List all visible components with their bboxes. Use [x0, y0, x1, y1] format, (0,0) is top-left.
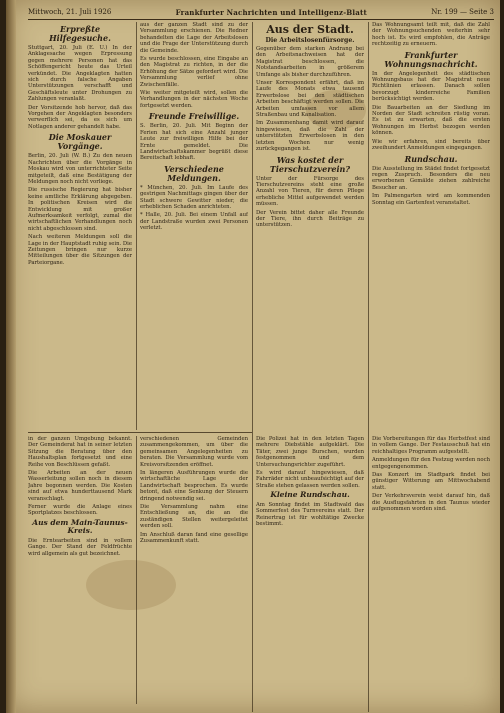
lower-column-2	[140, 436, 248, 704]
paragraph: Die Polizei hat in den letzten Tagen mehrere Diebstähle aufgeklärt. Die Täter, zwei junge Burschen, wurden festgenommen und dem Untersuchungsrichter zugeführt.	[256, 436, 364, 468]
section-title: Aus der Stadt.	[266, 23, 354, 36]
paragraph: In der Angelegenheit des städtischen Wohnungsbaus hat der Magistrat neue Richtlinien erlassen. Danach sollen bevorzugt kinderreiche Familien berücksichtigt werden.	[372, 70, 490, 103]
header-page-number: Nr. 199 — Seite 3	[431, 8, 494, 16]
headline: Frankfurter Wohnungsnachricht.	[384, 49, 478, 69]
headline: Was kostet der Tierschutzverein?	[269, 154, 351, 174]
paragraph: Nach weiteren Meldungen soll die Lage in der Hauptstadt ruhig sein. Die Zeitungen bringen nur kurze Mitteilungen über die Sitzungen der Parteiorgane.	[28, 234, 132, 266]
paragraph: Die Versammlung nahm eine Entschließung an, die an die zuständigen Stellen weitergeleitet werden soll.	[140, 504, 248, 530]
paragraph: Die Arbeiten an der neuen Wasserleitung sollen noch in diesem Jahre begonnen werden. Die Kosten sind auf etwa hunderttausend Mark veranschlagt.	[28, 470, 132, 502]
paragraph: Gegenüber dem starken Andrang bei den Arbeitsnachweisen hat der Magistrat beschlossen, die Notstandsarbeiten in größerem Umfange als bisher durchzuführen.	[256, 46, 364, 78]
paragraph: S. Berlin, 20. Juli. Mit Beginn der Ferien hat sich eine Anzahl junger Leute zur freiwilligen Hilfe bei der Ernte gemeldet. Die Landwirtschaftskammer begrüßt diese Bereitschaft lebhaft.	[140, 123, 248, 162]
paragraph: Ferner wurde die Anlage eines Sportplatzes beschlossen.	[28, 504, 132, 517]
headline: Freunde Freiwillige.	[148, 111, 240, 122]
column-3	[256, 22, 364, 430]
column-4	[372, 22, 490, 430]
paragraph: Am Sonntag findet im Stadtwald das Sommerfest des Turnvereins statt. Der Reinertrag ist für wohltätige Zwecke bestimmt.	[256, 501, 364, 527]
paragraph: Es wurde beschlossen, eine Eingabe an den Magistrat zu richten, in der die Erhöhung der Sätze gefordert wird. Die Versammlung verlief ohne Zwischenfälle.	[140, 56, 248, 88]
paragraph: Das Konzert im Stadtpark findet bei günstiger Witterung am Mittwochabend statt.	[372, 472, 490, 491]
paragraph: Im Zusammenhang damit wird darauf hingewiesen, daß die Zahl der unterstützten Erwerbslosen in den letzten Wochen nur wenig zurückgegangen ist.	[256, 120, 364, 153]
paragraph: Die Bauarbeiten an der Siedlung im Norden der Stadt schreiten rüstig voran. Es ist zu erwarten, daß die ersten Wohnungen im Herbst bezogen werden können.	[372, 104, 490, 137]
paragraph: Berlin, 20. Juli (W. B.) Zu den neuen Nachrichten über die Vorgänge in Moskau wird von unterrichteter Seite mitgeteilt, daß eine Bestätigung der Meldungen noch nicht vorliege.	[28, 153, 132, 185]
section-rule	[28, 432, 252, 433]
column-2	[140, 22, 248, 430]
header-date: Mittwoch, 21. Juli 1926	[28, 8, 112, 16]
headline: Aus dem Main-Taunus-Kreis.	[32, 517, 128, 536]
paragraph: Unter der Fürsorge des Tierschutzvereins steht eine große Anzahl von Tieren, für deren Pflege erhebliche Mittel aufgewendet werden müssen.	[256, 175, 364, 208]
paragraph: * Halle, 20. Juli. Bei einem Unfall auf der Landstraße wurden zwei Personen verletzt.	[140, 212, 248, 232]
lower-column-3	[256, 436, 364, 704]
newspaper-page	[6, 0, 500, 713]
paragraph: * München, 20. Juli. Im Laufe des gestrigen Nachmittags gingen über der Stadt schwere Gewitter nieder, die erheblichen Schaden anrichteten.	[140, 184, 248, 210]
column-divider	[136, 22, 137, 430]
paragraph: Die Vorbereitungen für das Herbstfest sind in vollem Gange. Der Festausschuß hat ein reichhaltiges Programm aufgestellt.	[372, 436, 490, 455]
paragraph: Die Erntearbeiten sind in vollem Gange. Der Stand der Feldfrüchte wird allgemein als gut bezeichnet.	[28, 537, 132, 557]
headline: Erpreßte Hilfegesuche.	[49, 24, 111, 43]
paragraph: In längeren Ausführungen wurde die wirtschaftliche Lage der Landwirtschaft besprochen. Es wurde betont, daß eine Senkung der Steuern dringend notwendig sei.	[140, 470, 248, 502]
column-1	[28, 22, 132, 430]
page-header	[28, 5, 494, 20]
paragraph: Der Verkehrsverein weist darauf hin, daß die Ausflugsfahrten in den Taunus wieder aufgenommen worden sind.	[372, 493, 490, 513]
paragraph: Das Wohnungsamt teilt mit, daß die Zahl der Wohnungsuchenden weiterhin sehr hoch ist. Es wird empfohlen, die Anträge rechtzeitig zu erneuern.	[372, 22, 490, 48]
paragraph: in der ganzen Umgebung bekannt. Der Gemeinderat hat in seiner letzten Sitzung die Beratung über den Haushaltsplan fortgesetzt und eine Reihe von Beschlüssen gefaßt.	[28, 436, 132, 468]
paragraph: Der Vorsitzende hob hervor, daß das Vorgehen der Angeklagten besonders verwerflich sei, da es sich um Notlagen anderer gehandelt habe.	[28, 104, 132, 130]
column-divider	[252, 22, 253, 712]
paragraph: Es wird darauf hingewiesen, daß Fahrräder nicht unbeaufsichtigt auf der Straße stehen gelassen werden sollen.	[256, 470, 364, 489]
headline: Verschiedene Meldungen.	[164, 163, 224, 183]
paragraph: Unser Korrespondent erfährt, daß im Laufe des Monats etwa tausend Erwerbslose bei den städtischen Arbeiten beschäftigt werden sollen. Die Arbeiten umfassen vor allem Straßenbau und Kanalisation.	[256, 80, 364, 119]
column-divider	[368, 22, 369, 712]
paragraph: Wie wir erfahren, sind bereits über zweihundert Anmeldungen eingegangen.	[372, 138, 490, 152]
paragraph: Im Palmengarten wird am kommenden Sonntag ein Gartenfest veranstaltet.	[372, 193, 490, 206]
headline: Rundschau.	[404, 153, 458, 164]
headline: Kleine Rundschau.	[270, 490, 350, 500]
lower-column-1	[28, 436, 132, 704]
paragraph: Der Verein bittet daher alle Freunde der Tiere, ihn durch Beiträge zu unterstützen.	[256, 209, 364, 229]
paragraph: Die Ausstellung im Städel findet fortgesetzt regen Zuspruch. Besonders die neu erworbenen Gemälde ziehen zahlreiche Besucher an.	[372, 165, 490, 191]
headline: Die Moskauer Vorgänge.	[48, 132, 112, 152]
paragraph: verschiedenen Gemeinden zusammengekommen, um über die gemeinsamen Angelegenheiten zu beraten. Die Versammlung wurde vom Kreisvorsitzenden eröffnet.	[140, 436, 248, 468]
column-divider	[136, 436, 137, 704]
lower-column-4	[372, 436, 490, 704]
header-masthead: Frankfurter Nachrichten und Intelligenz-Blatt	[175, 7, 367, 17]
paragraph: Stuttgart, 20. Juli (E. U.) In der Anklagesache wegen Erpressung gegen mehrere Personen hat das Schöffengericht heute das Urteil verkündet. Die Angeklagten hatten sich durch falsche Angaben Unterstützungen verschafft und Geschäftsleute unter Drohungen zu Zahlungen veranlaßt.	[28, 45, 132, 103]
paragraph: Im Anschluß daran fand eine gesellige Zusammenkunft statt.	[140, 531, 248, 545]
subheadline: Die Arbeitslosenfürsorge.	[265, 37, 355, 44]
paragraph: Die russische Regierung hat bisher keine amtliche Erklärung abgegeben. In politischen Kreisen wird die Entwicklung mit großer Aufmerksamkeit verfolgt, zumal die wirtschaftlichen Verhandlungen noch nicht abgeschlossen sind.	[28, 187, 132, 232]
paragraph: Anmeldungen für den Festzug werden noch entgegengenommen.	[372, 457, 490, 470]
paragraph: aus der ganzen Stadt sind zu der Versammlung erschienen. Die Redner behandelten die Lage der Arbeitslosen und die Frage der Unterstützung durch die Gemeinde.	[140, 22, 248, 54]
paragraph: Wie weiter mitgeteilt wird, sollen die Verhandlungen in der nächsten Woche fortgesetzt werden.	[140, 90, 248, 109]
page-binding-edge	[6, 0, 16, 713]
